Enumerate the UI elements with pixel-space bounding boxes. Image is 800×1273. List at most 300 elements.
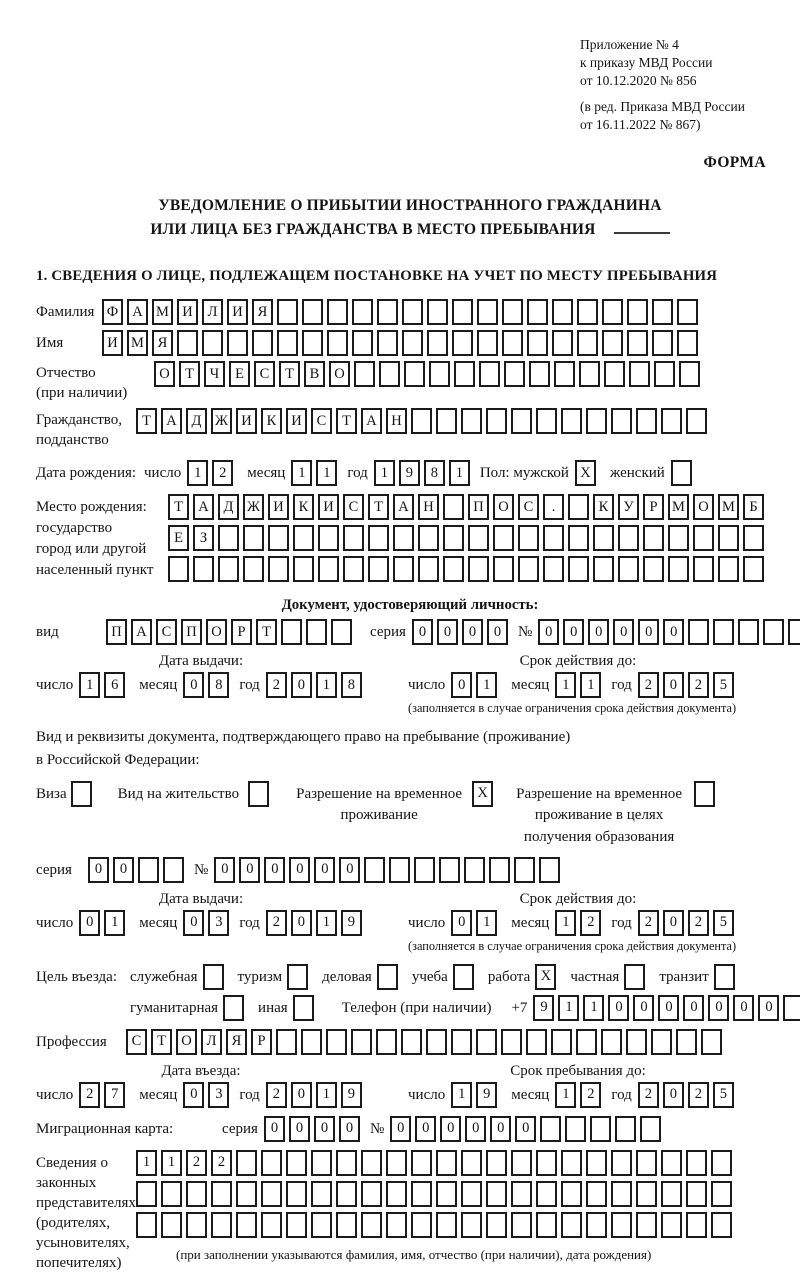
char-box[interactable] [568, 525, 589, 551]
char-box[interactable] [604, 361, 625, 387]
char-box[interactable]: И [318, 494, 339, 520]
char-box[interactable] [586, 408, 607, 434]
char-box[interactable] [586, 1181, 607, 1207]
char-box[interactable]: 0 [683, 995, 704, 1021]
char-box[interactable] [161, 1212, 182, 1238]
char-box[interactable] [477, 299, 498, 325]
char-box[interactable]: П [468, 494, 489, 520]
char-box[interactable]: 0 [264, 857, 285, 883]
char-box[interactable] [615, 1116, 636, 1142]
char-box[interactable]: В [304, 361, 325, 387]
char-box[interactable]: 0 [239, 857, 260, 883]
char-box[interactable] [686, 1181, 707, 1207]
char-box[interactable]: 0 [487, 619, 508, 645]
char-box[interactable]: 2 [79, 1082, 100, 1108]
char-box[interactable]: У [618, 494, 639, 520]
char-box[interactable] [602, 299, 623, 325]
char-box[interactable] [468, 556, 489, 582]
char-box[interactable] [601, 1029, 622, 1055]
char-box[interactable] [261, 1212, 282, 1238]
char-box[interactable] [568, 556, 589, 582]
char-box[interactable] [618, 525, 639, 551]
char-box[interactable]: Т [279, 361, 300, 387]
char-box[interactable] [293, 525, 314, 551]
char-box[interactable]: 2 [266, 672, 287, 698]
char-box[interactable] [243, 525, 264, 551]
char-box[interactable]: 1 [79, 672, 100, 698]
char-box[interactable]: И [268, 494, 289, 520]
char-box[interactable] [302, 330, 323, 356]
char-box[interactable]: Н [418, 494, 439, 520]
char-box[interactable] [427, 330, 448, 356]
char-box[interactable]: Н [386, 408, 407, 434]
char-box[interactable] [643, 556, 664, 582]
char-box[interactable]: 3 [208, 910, 229, 936]
char-box[interactable] [268, 525, 289, 551]
char-box[interactable]: 2 [266, 1082, 287, 1108]
char-box[interactable]: 2 [638, 672, 659, 698]
char-box[interactable]: 1 [316, 910, 337, 936]
char-box[interactable] [711, 1212, 732, 1238]
char-box[interactable] [686, 408, 707, 434]
char-box[interactable]: 0 [733, 995, 754, 1021]
char-box[interactable] [343, 556, 364, 582]
char-box[interactable] [168, 556, 189, 582]
char-box[interactable]: Я [226, 1029, 247, 1055]
char-box[interactable] [679, 361, 700, 387]
char-box[interactable] [568, 494, 589, 520]
char-box[interactable] [193, 556, 214, 582]
char-box[interactable] [411, 408, 432, 434]
char-box[interactable] [306, 619, 327, 645]
char-box[interactable]: 0 [183, 910, 204, 936]
char-box[interactable]: С [311, 408, 332, 434]
char-box[interactable] [276, 1029, 297, 1055]
char-box[interactable] [561, 408, 582, 434]
char-box[interactable]: 2 [688, 1082, 709, 1108]
char-box[interactable]: 0 [390, 1116, 411, 1142]
char-box[interactable] [536, 408, 557, 434]
char-box[interactable]: О [176, 1029, 197, 1055]
char-box[interactable]: О [693, 494, 714, 520]
char-box[interactable] [486, 1181, 507, 1207]
char-box[interactable]: Е [168, 525, 189, 551]
char-box[interactable] [763, 619, 784, 645]
char-box[interactable] [486, 1212, 507, 1238]
char-box[interactable] [552, 299, 573, 325]
char-box[interactable]: Д [218, 494, 239, 520]
char-box[interactable] [368, 525, 389, 551]
char-box[interactable]: 0 [490, 1116, 511, 1142]
char-box[interactable] [376, 1029, 397, 1055]
char-box[interactable]: М [668, 494, 689, 520]
char-box[interactable]: 1 [374, 460, 395, 486]
char-box[interactable] [138, 857, 159, 883]
char-box[interactable]: 1 [161, 1150, 182, 1176]
char-box[interactable]: 1 [316, 672, 337, 698]
char-box[interactable] [671, 460, 692, 486]
char-box[interactable] [611, 408, 632, 434]
char-box[interactable]: Т [336, 408, 357, 434]
char-box[interactable]: 0 [88, 857, 109, 883]
char-box[interactable]: 0 [613, 619, 634, 645]
char-box[interactable] [331, 619, 352, 645]
char-box[interactable] [540, 1116, 561, 1142]
char-box[interactable] [543, 525, 564, 551]
char-box[interactable]: X [535, 964, 556, 990]
char-box[interactable]: 0 [638, 619, 659, 645]
char-box[interactable] [404, 361, 425, 387]
char-box[interactable]: 0 [437, 619, 458, 645]
char-box[interactable]: 1 [449, 460, 470, 486]
char-box[interactable] [668, 525, 689, 551]
char-box[interactable]: С [518, 494, 539, 520]
char-box[interactable] [426, 1029, 447, 1055]
char-box[interactable]: 8 [424, 460, 445, 486]
char-box[interactable] [502, 299, 523, 325]
char-box[interactable] [429, 361, 450, 387]
char-box[interactable] [427, 299, 448, 325]
char-box[interactable] [551, 1029, 572, 1055]
char-box[interactable]: И [236, 408, 257, 434]
char-box[interactable]: 9 [476, 1082, 497, 1108]
char-box[interactable]: С [156, 619, 177, 645]
char-box[interactable] [640, 1116, 661, 1142]
char-box[interactable] [243, 556, 264, 582]
char-box[interactable] [536, 1212, 557, 1238]
char-box[interactable] [411, 1212, 432, 1238]
char-box[interactable]: 0 [758, 995, 779, 1021]
char-box[interactable] [611, 1181, 632, 1207]
char-box[interactable] [461, 1212, 482, 1238]
char-box[interactable] [486, 408, 507, 434]
char-box[interactable] [248, 781, 269, 807]
char-box[interactable] [163, 857, 184, 883]
char-box[interactable]: 0 [314, 857, 335, 883]
char-box[interactable]: 0 [183, 1082, 204, 1108]
char-box[interactable] [311, 1212, 332, 1238]
char-box[interactable] [602, 330, 623, 356]
char-box[interactable]: Т [368, 494, 389, 520]
char-box[interactable] [468, 525, 489, 551]
char-box[interactable] [652, 330, 673, 356]
char-box[interactable]: 0 [663, 910, 684, 936]
char-box[interactable]: С [343, 494, 364, 520]
char-box[interactable] [629, 361, 650, 387]
char-box[interactable]: 7 [104, 1082, 125, 1108]
char-box[interactable] [489, 857, 510, 883]
char-box[interactable] [579, 361, 600, 387]
char-box[interactable] [454, 361, 475, 387]
char-box[interactable] [352, 299, 373, 325]
char-box[interactable]: 0 [465, 1116, 486, 1142]
char-box[interactable] [227, 330, 248, 356]
char-box[interactable] [529, 361, 550, 387]
char-box[interactable] [586, 1212, 607, 1238]
char-box[interactable]: О [493, 494, 514, 520]
char-box[interactable]: 2 [580, 1082, 601, 1108]
char-box[interactable]: Р [643, 494, 664, 520]
char-box[interactable]: 0 [289, 857, 310, 883]
char-box[interactable] [418, 525, 439, 551]
char-box[interactable] [336, 1212, 357, 1238]
char-box[interactable] [718, 556, 739, 582]
char-box[interactable] [502, 330, 523, 356]
char-box[interactable]: Т [168, 494, 189, 520]
char-box[interactable]: Т [136, 408, 157, 434]
char-box[interactable]: Т [179, 361, 200, 387]
char-box[interactable]: 0 [339, 1116, 360, 1142]
char-box[interactable] [714, 964, 735, 990]
char-box[interactable]: А [161, 408, 182, 434]
char-box[interactable]: 0 [708, 995, 729, 1021]
char-box[interactable]: 9 [399, 460, 420, 486]
char-box[interactable]: М [718, 494, 739, 520]
char-box[interactable] [281, 619, 302, 645]
char-box[interactable]: 1 [476, 910, 497, 936]
char-box[interactable]: А [131, 619, 152, 645]
char-box[interactable] [223, 995, 244, 1021]
char-box[interactable] [611, 1212, 632, 1238]
char-box[interactable]: 1 [583, 995, 604, 1021]
char-box[interactable] [351, 1029, 372, 1055]
char-box[interactable] [476, 1029, 497, 1055]
char-box[interactable]: 0 [608, 995, 629, 1021]
char-box[interactable]: 0 [412, 619, 433, 645]
char-box[interactable] [593, 525, 614, 551]
char-box[interactable]: 6 [104, 672, 125, 698]
char-box[interactable] [287, 964, 308, 990]
char-box[interactable] [636, 1181, 657, 1207]
char-box[interactable] [561, 1181, 582, 1207]
char-box[interactable] [643, 525, 664, 551]
char-box[interactable]: 2 [638, 1082, 659, 1108]
char-box[interactable] [393, 525, 414, 551]
char-box[interactable] [211, 1181, 232, 1207]
char-box[interactable] [186, 1181, 207, 1207]
char-box[interactable]: X [575, 460, 596, 486]
char-box[interactable]: 2 [688, 910, 709, 936]
char-box[interactable]: П [106, 619, 127, 645]
char-box[interactable] [452, 330, 473, 356]
char-box[interactable]: 1 [104, 910, 125, 936]
char-box[interactable] [443, 494, 464, 520]
char-box[interactable] [386, 1212, 407, 1238]
char-box[interactable] [453, 964, 474, 990]
char-box[interactable] [713, 619, 734, 645]
char-box[interactable]: 8 [341, 672, 362, 698]
char-box[interactable]: 0 [339, 857, 360, 883]
char-box[interactable]: Л [201, 1029, 222, 1055]
char-box[interactable] [326, 1029, 347, 1055]
char-box[interactable]: М [127, 330, 148, 356]
char-box[interactable] [203, 964, 224, 990]
char-box[interactable] [718, 525, 739, 551]
char-box[interactable]: С [254, 361, 275, 387]
char-box[interactable] [694, 781, 715, 807]
char-box[interactable]: 0 [588, 619, 609, 645]
char-box[interactable]: Е [229, 361, 250, 387]
char-box[interactable] [626, 1029, 647, 1055]
char-box[interactable] [401, 1029, 422, 1055]
char-box[interactable] [302, 299, 323, 325]
char-box[interactable] [552, 330, 573, 356]
char-box[interactable] [343, 525, 364, 551]
char-box[interactable]: 0 [451, 672, 472, 698]
char-box[interactable]: Ф [102, 299, 123, 325]
char-box[interactable]: А [127, 299, 148, 325]
char-box[interactable]: X [472, 781, 493, 807]
char-box[interactable] [527, 330, 548, 356]
char-box[interactable]: Ж [211, 408, 232, 434]
char-box[interactable]: 0 [658, 995, 679, 1021]
char-box[interactable]: 1 [555, 910, 576, 936]
char-box[interactable] [236, 1181, 257, 1207]
char-box[interactable] [286, 1181, 307, 1207]
char-box[interactable] [418, 556, 439, 582]
char-box[interactable] [539, 857, 560, 883]
char-box[interactable] [661, 1181, 682, 1207]
char-box[interactable]: 0 [415, 1116, 436, 1142]
char-box[interactable] [479, 361, 500, 387]
char-box[interactable] [377, 299, 398, 325]
char-box[interactable] [402, 299, 423, 325]
char-box[interactable]: 0 [663, 1082, 684, 1108]
char-box[interactable]: 0 [451, 910, 472, 936]
char-box[interactable]: 3 [208, 1082, 229, 1108]
char-box[interactable]: 1 [555, 672, 576, 698]
char-box[interactable] [377, 964, 398, 990]
char-box[interactable] [436, 1212, 457, 1238]
char-box[interactable] [511, 1212, 532, 1238]
char-box[interactable] [136, 1181, 157, 1207]
char-box[interactable] [361, 1181, 382, 1207]
char-box[interactable]: 1 [451, 1082, 472, 1108]
char-box[interactable] [361, 1212, 382, 1238]
char-box[interactable] [501, 1029, 522, 1055]
char-box[interactable]: 2 [186, 1150, 207, 1176]
char-box[interactable] [511, 1181, 532, 1207]
char-box[interactable] [711, 1181, 732, 1207]
char-box[interactable]: 1 [476, 672, 497, 698]
char-box[interactable]: 0 [291, 672, 312, 698]
char-box[interactable]: К [593, 494, 614, 520]
char-box[interactable]: 0 [663, 672, 684, 698]
char-box[interactable] [327, 299, 348, 325]
char-box[interactable] [301, 1029, 322, 1055]
char-box[interactable] [783, 995, 800, 1021]
char-box[interactable] [451, 1029, 472, 1055]
char-box[interactable]: 1 [580, 672, 601, 698]
char-box[interactable]: 2 [580, 910, 601, 936]
char-box[interactable]: 5 [713, 1082, 734, 1108]
char-box[interactable] [554, 361, 575, 387]
char-box[interactable] [439, 857, 460, 883]
char-box[interactable]: Р [231, 619, 252, 645]
char-box[interactable] [136, 1212, 157, 1238]
char-box[interactable] [414, 857, 435, 883]
char-box[interactable] [652, 299, 673, 325]
char-box[interactable] [393, 556, 414, 582]
char-box[interactable] [504, 361, 525, 387]
char-box[interactable]: 0 [633, 995, 654, 1021]
char-box[interactable]: Я [252, 299, 273, 325]
char-box[interactable] [527, 299, 548, 325]
char-box[interactable] [277, 299, 298, 325]
char-box[interactable]: О [329, 361, 350, 387]
char-box[interactable]: М [152, 299, 173, 325]
char-box[interactable] [364, 857, 385, 883]
char-box[interactable]: З [193, 525, 214, 551]
char-box[interactable]: 2 [688, 672, 709, 698]
char-box[interactable] [686, 1212, 707, 1238]
char-box[interactable]: Я [152, 330, 173, 356]
char-box[interactable]: П [181, 619, 202, 645]
char-box[interactable] [236, 1212, 257, 1238]
char-box[interactable] [202, 330, 223, 356]
char-box[interactable] [577, 330, 598, 356]
char-box[interactable] [286, 1212, 307, 1238]
char-box[interactable] [268, 556, 289, 582]
char-box[interactable] [661, 408, 682, 434]
char-box[interactable] [411, 1181, 432, 1207]
char-box[interactable] [218, 556, 239, 582]
char-box[interactable] [293, 556, 314, 582]
char-box[interactable] [627, 330, 648, 356]
char-box[interactable] [211, 1212, 232, 1238]
char-box[interactable] [526, 1029, 547, 1055]
char-box[interactable] [651, 1029, 672, 1055]
char-box[interactable]: С [126, 1029, 147, 1055]
char-box[interactable] [177, 330, 198, 356]
char-box[interactable] [252, 330, 273, 356]
char-box[interactable]: . [543, 494, 564, 520]
char-box[interactable] [161, 1181, 182, 1207]
char-box[interactable] [693, 556, 714, 582]
char-box[interactable] [318, 525, 339, 551]
char-box[interactable] [788, 619, 800, 645]
char-box[interactable]: 0 [515, 1116, 536, 1142]
char-box[interactable] [261, 1181, 282, 1207]
char-box[interactable] [654, 361, 675, 387]
char-box[interactable] [318, 556, 339, 582]
char-box[interactable] [368, 556, 389, 582]
char-box[interactable] [277, 330, 298, 356]
char-box[interactable]: А [193, 494, 214, 520]
char-box[interactable]: 0 [183, 672, 204, 698]
char-box[interactable] [386, 1181, 407, 1207]
char-box[interactable] [688, 619, 709, 645]
char-box[interactable] [518, 525, 539, 551]
char-box[interactable] [461, 1181, 482, 1207]
char-box[interactable] [336, 1181, 357, 1207]
char-box[interactable]: 0 [538, 619, 559, 645]
char-box[interactable]: Т [256, 619, 277, 645]
char-box[interactable]: 1 [316, 1082, 337, 1108]
char-box[interactable] [514, 857, 535, 883]
char-box[interactable] [677, 330, 698, 356]
char-box[interactable] [676, 1029, 697, 1055]
char-box[interactable]: 1 [316, 460, 337, 486]
char-box[interactable] [464, 857, 485, 883]
char-box[interactable] [493, 556, 514, 582]
char-box[interactable]: 1 [291, 460, 312, 486]
char-box[interactable] [293, 995, 314, 1021]
char-box[interactable] [443, 556, 464, 582]
char-box[interactable] [743, 556, 764, 582]
char-box[interactable] [701, 1029, 722, 1055]
char-box[interactable] [71, 781, 92, 807]
